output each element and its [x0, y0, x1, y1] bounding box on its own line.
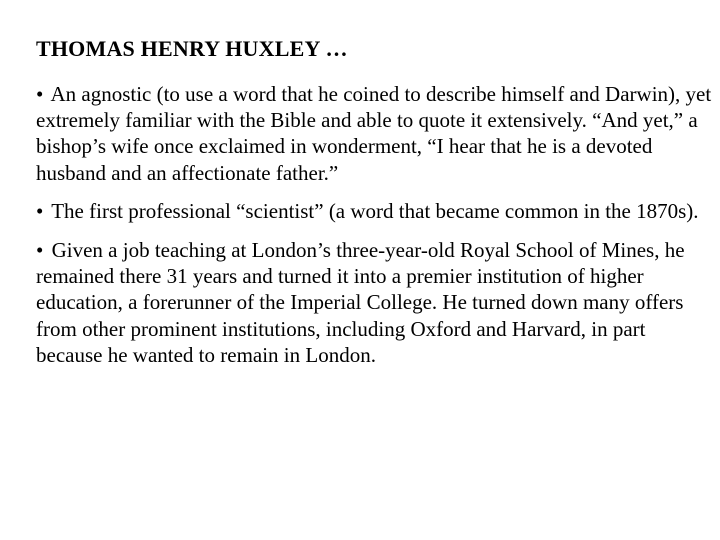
bullet-marker-icon: • [36, 82, 44, 106]
slide-title: THOMAS HENRY HUXLEY … [36, 36, 348, 61]
bullet-list [36, 81, 712, 380]
bullet-text: Given a job teaching at London’s three-year-old Royal School of Mines, he remained there 31 years and turned it into a premier institution of higher education, a forerunner of the Imperial College. He turned down many offers from other prominent institutions, including Oxford and Harvard, in part because he wanted to remain in London. [36, 238, 685, 367]
bullet-text: The first professional “scientist” (a word that became common in the 1870s). [51, 198, 699, 223]
bullet-marker-icon: • [36, 238, 44, 263]
bullet-marker-icon: • [36, 198, 44, 223]
bullet-item [36, 198, 712, 224]
bullet-text: An agnostic (to use a word that he coined to describe himself and Darwin), yet extremely familiar with the Bible and able to quote it extensively. “And yet,” a bishop’s wife once exclaimed in wonderment, “I hear that he is a devoted husband and an affectionate father.” [36, 82, 712, 185]
bullet-item [36, 237, 712, 368]
bullet-item [36, 81, 712, 186]
